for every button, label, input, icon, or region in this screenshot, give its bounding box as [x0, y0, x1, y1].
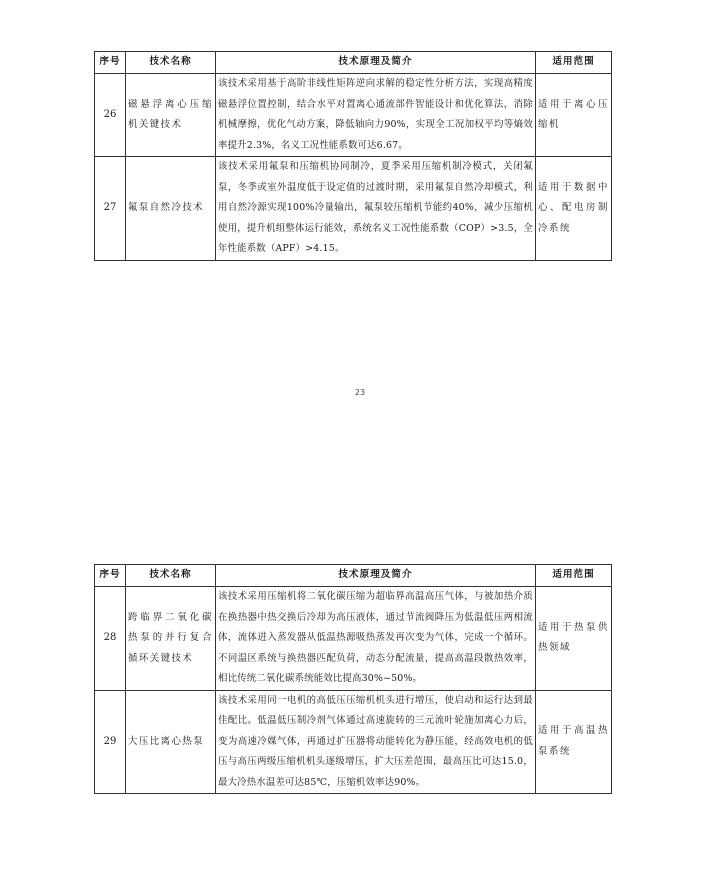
header-scope: 适用范围: [536, 565, 612, 587]
row-number: 28: [95, 587, 126, 691]
tech-description: 该技术采用基于高阶非线性矩阵逆向求解的稳定性分析方法，实现高精度磁悬浮位置控制，结合水平对置离心通流部件智能设计和优化算法，消除机械摩擦，优化气动方案，降低轴向力90%，实现全工况加权平均等熵效率提升2.3%，名义工况性能系数可达6.67。: [216, 74, 536, 157]
header-description: 技术原理及简介: [216, 565, 536, 587]
table-row: [95, 157, 612, 261]
header-tech-name: 技术名称: [126, 52, 216, 74]
header-no: 序号: [95, 52, 126, 74]
header-scope: 适用范围: [536, 52, 612, 74]
tech-scope: 适用于数据中心、配电房制冷系统: [536, 157, 612, 261]
table-row: [95, 690, 612, 794]
table-row: [95, 587, 612, 691]
tech-description: 该技术采用氟泵和压缩机协同制冷，夏季采用压缩机制冷模式，关闭氟泵，冬季或室外温度低于设定值的过渡时期，采用氟泵自然冷却模式，利用自然冷源实现100%冷量输出，氟泵较压缩机节能约40%，减少压缩机使用，提升机组整体运行能效，系统名义工况性能系数（COP）>3.5，全年性能系数（APF）>4.15。: [216, 157, 536, 261]
row-number: 26: [95, 74, 126, 157]
table-header-row: [95, 52, 612, 74]
technology-table-top: [94, 51, 612, 261]
tech-description: 该技术采用同一电机的高低压压缩机机头进行增压，使启动和运行达到最佳配比。低温低压制冷剂气体通过高速旋转的三元流叶轮施加离心力后，变为高速冷媒气体，再通过扩压器将动能转化为静压能，经高效电机的低压与高压两级压缩机机头逐级增压，扩大压差范围，最高压比可达15.0，最大冷热水温差可达85℃，压缩机效率达90%。: [216, 690, 536, 794]
header-no: 序号: [95, 565, 126, 587]
tech-name: 氟泵自然冷技术: [126, 157, 216, 261]
tech-description: 该技术采用压缩机将二氧化碳压缩为超临界高温高压气体，与被加热介质在换热器中热交换后冷却为高压液体，通过节流阀降压为低温低压两相流体，流体进入蒸发器从低温热源吸热蒸发再次变为气体，完成一个循环。不同温区系统与换热器匹配负荷，动态分配流量，提高高温段散热效率，相比传统二氧化碳系统能效比提高30%~50%。: [216, 587, 536, 691]
technology-table-bottom: [94, 564, 612, 794]
table-row: [95, 74, 612, 157]
page-number: 23: [354, 388, 366, 397]
tech-name: 磁悬浮离心压缩机关键技术: [126, 74, 216, 157]
tech-name: 跨临界二氧化碳热泵的并行复合循环关键技术: [126, 587, 216, 691]
header-tech-name: 技术名称: [126, 565, 216, 587]
table-header-row: [95, 565, 612, 587]
tech-scope: 适用于高温热泵系统: [536, 690, 612, 794]
row-number: 27: [95, 157, 126, 261]
tech-name: 大压比离心热泵: [126, 690, 216, 794]
tech-scope: 适用于热泵供热领域: [536, 587, 612, 691]
tech-scope: 适用于离心压缩机: [536, 74, 612, 157]
header-description: 技术原理及简介: [216, 52, 536, 74]
row-number: 29: [95, 690, 126, 794]
